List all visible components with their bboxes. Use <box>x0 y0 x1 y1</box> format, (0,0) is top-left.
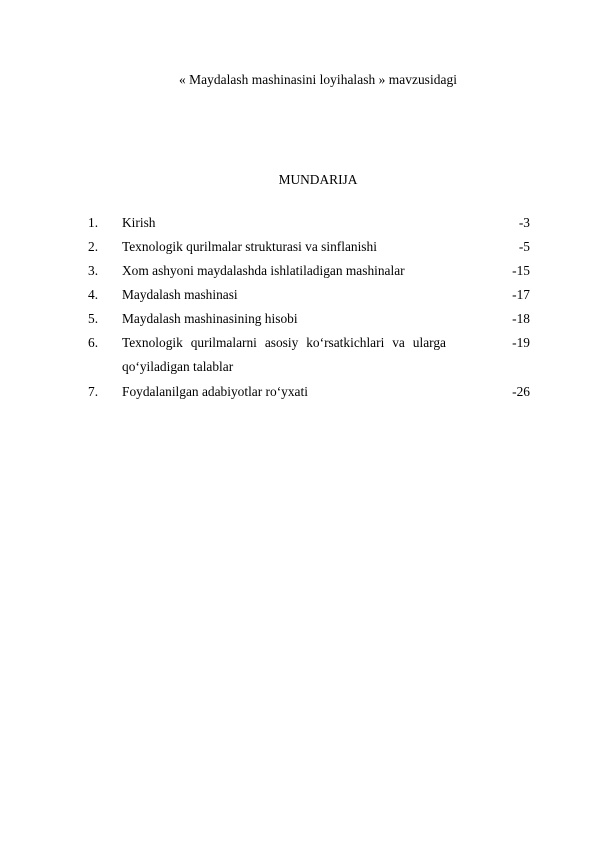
toc-entry <box>0 263 596 283</box>
toc-entry-page: -26 <box>512 384 530 399</box>
toc-entry <box>0 287 596 307</box>
toc-entry-number: 1. <box>88 215 99 230</box>
toc-entry <box>0 384 596 404</box>
toc-entry-title: Maydalash mashinasi <box>122 287 238 302</box>
toc-entry-number: 2. <box>88 239 99 254</box>
toc-entry-page: -18 <box>512 311 530 326</box>
toc-entry-number: 5. <box>88 311 99 326</box>
toc-entry-number: 4. <box>88 287 99 302</box>
toc-entry-number: 3. <box>88 263 99 278</box>
toc-entry-number: 7. <box>88 384 99 399</box>
toc-entry <box>0 215 596 235</box>
toc-entry-title: Kirish <box>122 215 156 230</box>
toc-entry-title: Texnologik qurilmalar strukturasi va sinflanishi <box>122 239 377 254</box>
toc-entry <box>0 335 596 379</box>
toc-entry-page: -19 <box>512 335 530 350</box>
toc-entry-title: Maydalash mashinasining hisobi <box>122 311 298 326</box>
toc-entry <box>0 311 596 331</box>
toc-entry <box>0 239 596 259</box>
toc-entry-page: -15 <box>512 263 530 278</box>
table-of-contents-heading: MUNDARIJA <box>278 172 358 187</box>
toc-entry-title: Texnologik qurilmalarni asosiy ko‘rsatkichlari va ularga qo‘yiladigan talablar <box>122 335 446 374</box>
toc-entry-number: 6. <box>88 335 99 350</box>
toc-entry-title: Xom ashyoni maydalashda ishlatiladigan mashinalar <box>122 263 405 278</box>
toc-entry-title: Foydalanilgan adabiyotlar ro‘yxati <box>122 384 308 399</box>
document-subtitle: « Maydalash mashinasini loyihalash » mavzusidagi <box>179 72 457 87</box>
toc-entry-page: -5 <box>518 239 530 254</box>
toc-entry-page: -3 <box>518 215 530 230</box>
toc-entry-page: -17 <box>512 287 530 302</box>
